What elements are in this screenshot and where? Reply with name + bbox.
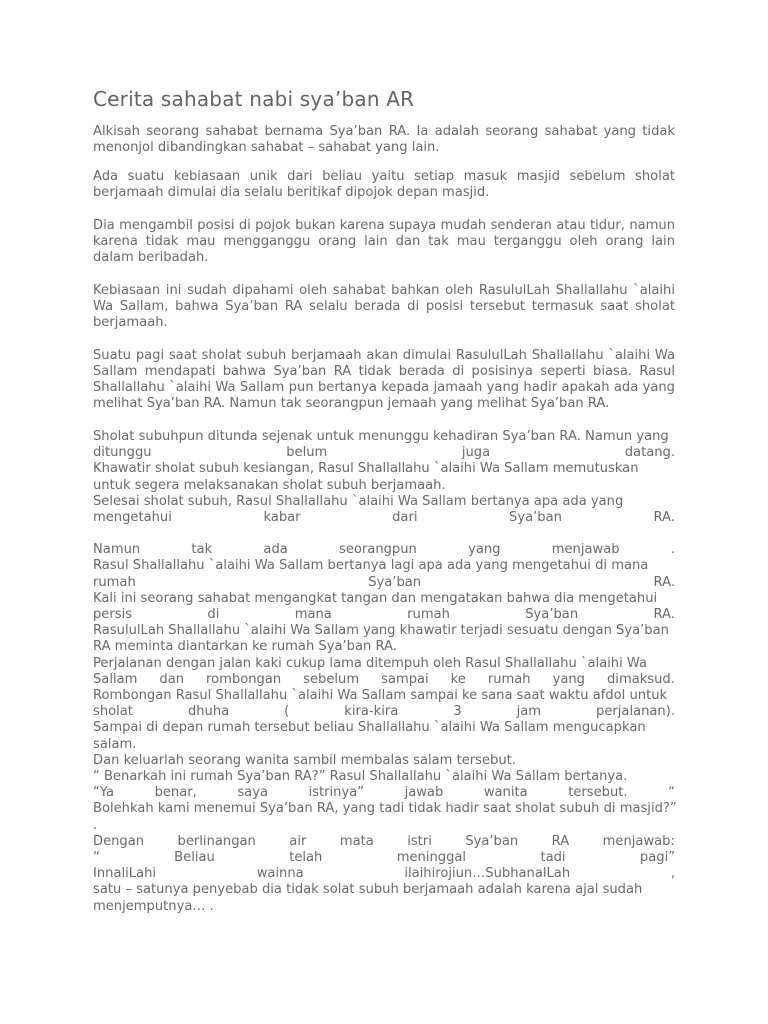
word: pagi” xyxy=(639,850,675,866)
word: sebelum xyxy=(303,671,360,687)
word: jawab xyxy=(404,785,444,801)
word: persis xyxy=(93,607,133,623)
text-line: Rasul Shallallahu `alaihi Wa Sallam bertanya lagi apa ada yang mengetahui di mana xyxy=(93,558,649,574)
text-line: Rombongan Rasul Shallallahu `alaihi Wa Sallam sampai ke sana saat waktu afdol untuk xyxy=(93,688,668,704)
word: tersebut. xyxy=(568,785,628,801)
justified-line xyxy=(93,607,675,623)
word: ke xyxy=(450,671,466,687)
text-line: menjemputnya… . xyxy=(93,898,214,914)
text-line: Sampai di depan rumah tersebut beliau Shallallahu `alaihi Wa Sallam mengucapkan xyxy=(93,720,646,736)
word: dimaksud. xyxy=(607,671,675,687)
word: dhuha xyxy=(187,704,230,720)
word: Sya’ban xyxy=(465,833,519,849)
text-line: Sholat subuhpun ditunda sejenak untuk menunggu kehadiran Sya’ban RA. Namun yang xyxy=(93,429,669,444)
word: yang xyxy=(468,542,501,558)
word: wainna xyxy=(256,866,304,882)
word: menjawab xyxy=(551,542,620,558)
word: benar, xyxy=(154,785,197,801)
word: Sallam xyxy=(93,671,138,687)
word: “ xyxy=(668,785,675,801)
word: telah xyxy=(289,850,323,866)
word: , xyxy=(670,866,675,882)
justified-line xyxy=(93,510,675,526)
text-line: RasululLah Shallallahu `alaihi Wa Sallam yang khawatir terjadi sesuatu dengan Sya’ban xyxy=(93,623,669,639)
story-block xyxy=(93,429,675,915)
word: RA. xyxy=(653,510,675,526)
text-line: untuk segera melaksanakan sholat subuh berjamaah. xyxy=(93,477,446,493)
word: RA. xyxy=(653,607,675,623)
word: mana xyxy=(294,607,332,623)
word: meninggal xyxy=(396,850,467,866)
justified-line xyxy=(93,785,675,801)
word: Sya’ban xyxy=(525,607,579,623)
word: kabar xyxy=(263,510,301,526)
word: sampai xyxy=(381,671,429,687)
word: tak xyxy=(191,542,213,558)
text-line: . xyxy=(93,817,98,833)
word: istri xyxy=(407,833,432,849)
word: saya xyxy=(237,785,268,801)
word: ( xyxy=(284,704,290,720)
word: Namun xyxy=(93,542,141,558)
word: belum xyxy=(286,445,328,461)
paragraph-2: Ada suatu kebiasaan unik dari beliau yaitu setiap masuk masjid sebelum sholat berjamaah dimulai dia selalu beritikaf dipojok depan masjid. xyxy=(93,169,675,200)
text-line: salam. xyxy=(93,736,137,752)
text-line: Selesai sholat subuh, Rasul Shallallahu `alaihi Wa Sallam bertanya apa ada yang xyxy=(93,493,624,509)
justified-line xyxy=(93,704,675,720)
word: rumah xyxy=(93,574,136,590)
word: kira-kira xyxy=(344,704,399,720)
word: Dengan xyxy=(93,833,145,849)
word: tadi xyxy=(540,850,566,866)
word: InnaliLahi xyxy=(93,866,157,882)
word: mengetahui xyxy=(93,510,172,526)
document-page xyxy=(93,84,675,915)
text-line: “ Benarkah ini rumah Sya’ban RA?” Rasul Shallallahu `alaihi Wa Sallam bertanya. xyxy=(93,769,628,785)
word: . xyxy=(670,542,675,558)
word: rombongan xyxy=(206,671,282,687)
word: ilaihirojiun…SubhanalLah xyxy=(404,866,571,882)
word: menjawab: xyxy=(602,833,675,849)
word: perjalanan). xyxy=(596,704,675,720)
text-line: Kali ini seorang sahabat mengangkat tangan dan mengatakan bahwa dia mengetahui xyxy=(93,590,658,606)
justified-line xyxy=(93,866,675,882)
paragraph-3: Dia mengambil posisi di pojok bukan karena supaya mudah senderan atau tidur, namun karena tidak mau mengganggu orang lain dan tak mau terganggu oleh orang lain dalam beribadah. xyxy=(93,218,675,265)
word: Sya’ban xyxy=(509,510,562,526)
word: di xyxy=(207,607,220,623)
text-line: Dan keluarlah seorang wanita sambil membalas salam tersebut. xyxy=(93,752,516,768)
justified-line xyxy=(93,834,675,850)
word: yang xyxy=(552,671,585,687)
word: Beliau xyxy=(174,850,215,866)
text-line: Bolehkah kami menemui Sya’ban RA, yang tadi tidak hadir saat sholat subuh di masjid?” xyxy=(93,801,677,817)
paragraph-1: Alkisah seorang sahabat bernama Sya’ban RA. Ia adalah seorang sahabat yang tidak menonjol dibandingkan sahabat – sahabat yang lain. xyxy=(93,124,675,155)
justified-line xyxy=(93,445,675,461)
word: dari xyxy=(392,510,418,526)
justified-line xyxy=(93,575,675,591)
word: 3 xyxy=(453,704,462,720)
word: rumah xyxy=(407,607,450,623)
word: air xyxy=(289,833,307,849)
word: jam xyxy=(516,704,542,720)
word: ditunggu xyxy=(93,445,152,461)
word: datang. xyxy=(624,445,675,461)
word: rumah xyxy=(487,671,531,687)
justified-line xyxy=(93,672,675,688)
document-title: Cerita sahabat nabi sya’ban AR xyxy=(93,87,415,111)
word: ada xyxy=(263,542,288,558)
word: RA xyxy=(551,833,570,849)
word: juga xyxy=(461,445,491,461)
text-line: satu – satunya penyebab dia tidak solat subuh berjamaah adalah karena ajal sudah xyxy=(93,882,643,898)
word: berlinangan xyxy=(177,833,256,849)
justified-line xyxy=(93,850,675,866)
justified-line xyxy=(93,542,675,558)
word: “ xyxy=(93,850,100,866)
text-line: RA meminta diantarkan ke rumah Sya’ban RA. xyxy=(93,639,397,655)
word: “Ya xyxy=(93,785,115,801)
text-line: Khawatir sholat subuh kesiangan, Rasul Shallallahu `alaihi Wa Sallam memutuskan xyxy=(93,461,639,477)
word: RA. xyxy=(653,574,675,590)
word: istrinya” xyxy=(308,785,365,801)
word: dan xyxy=(159,671,185,687)
word: wanita xyxy=(483,785,528,801)
word: mata xyxy=(339,833,374,849)
word: Sya’ban xyxy=(368,574,422,590)
paragraph-5: Suatu pagi saat sholat subuh berjamaah akan dimulai RasululLah Shallallahu `alaihi Wa Sallam mendapati bahwa Sya’ban RA tidak berada di posisinya seperti biasa. Rasul Shallallahu `alaihi Wa Sallam pun bertanya kepada jamaah yang hadir apakah ada yang melihat Sya’ban RA. Namun tak seorangpun jemaah yang melihat Sya’ban RA. xyxy=(93,348,675,411)
word: sholat xyxy=(93,704,133,720)
word: seorangpun xyxy=(339,542,417,558)
paragraph-4: Kebiasaan ini sudah dipahami oleh sahabat bahkan oleh RasululLah Shallallahu `alaihi Wa Sallam, bahwa Sya’ban RA selalu berada di posisi tersebut termasuk saat sholat berjamaah. xyxy=(93,283,675,330)
text-line: Perjalanan dengan jalan kaki cukup lama ditempuh oleh Rasul Shallallahu `alaihi Wa xyxy=(93,655,648,671)
